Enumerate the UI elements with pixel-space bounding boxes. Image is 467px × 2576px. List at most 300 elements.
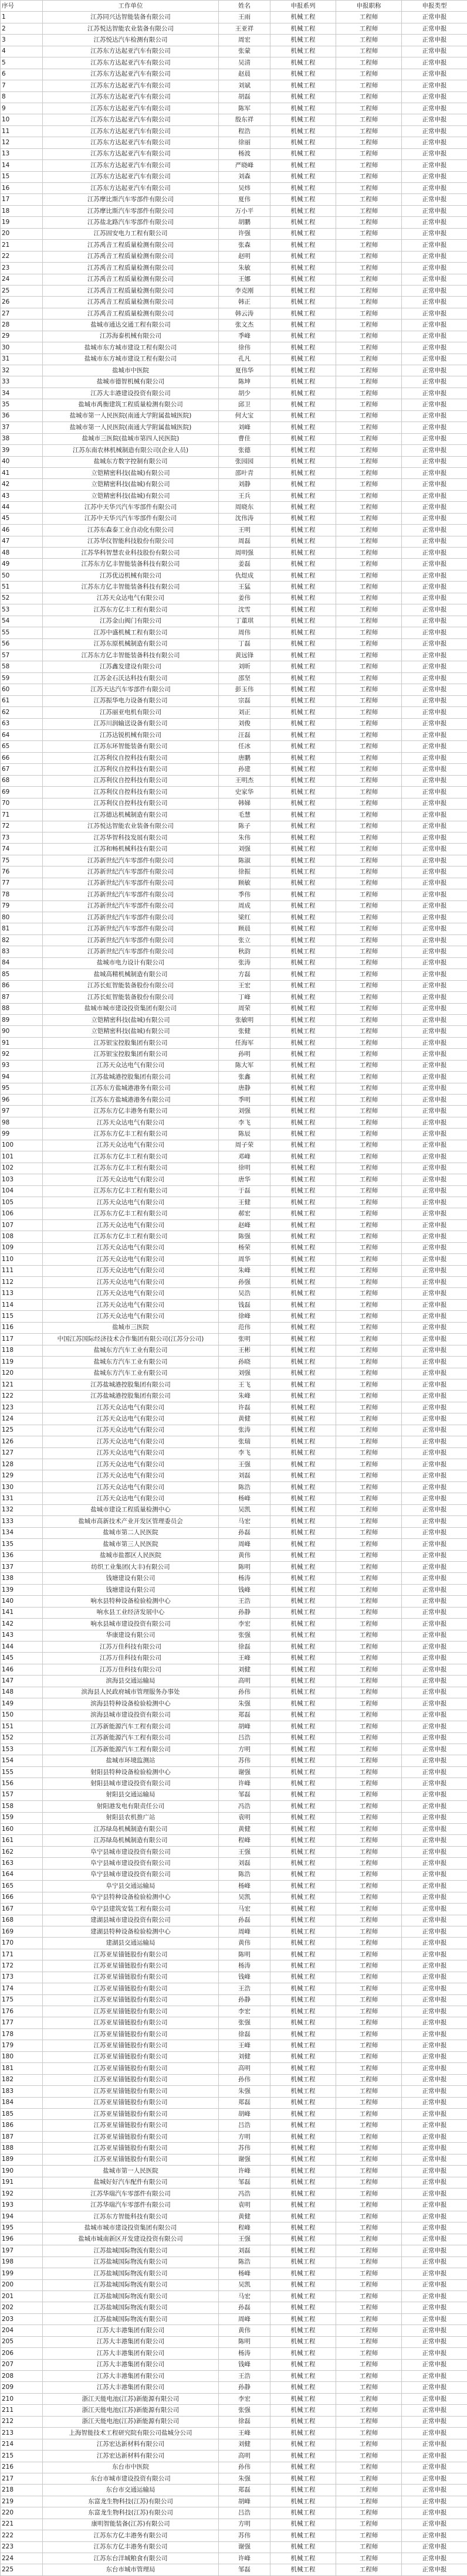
cell-company: 江苏天众达电气有限公司 bbox=[43, 1254, 219, 1265]
cell-company: 江苏东方亿丰智能装备科技有限公司 bbox=[43, 559, 219, 570]
cell-title: 工程师 bbox=[336, 1846, 402, 1857]
cell-series: 机械工程 bbox=[270, 1060, 336, 1071]
cell-series: 机械工程 bbox=[270, 1789, 336, 1800]
cell-name: 王雨 bbox=[219, 12, 270, 23]
cell-type: 正常申报 bbox=[402, 1242, 467, 1253]
table-row bbox=[1, 456, 467, 467]
cell-name: 朱峰 bbox=[219, 1391, 270, 1402]
cell-name: 袁明 bbox=[219, 1812, 270, 1823]
cell-company: 江苏东方亿丰工程有限公司 bbox=[43, 1129, 219, 1140]
column-header-series: 申报系列 bbox=[270, 1, 336, 12]
cell-series: 机械工程 bbox=[270, 2405, 336, 2416]
cell-number: 128 bbox=[1, 1459, 43, 1470]
cell-title: 工程师 bbox=[336, 490, 402, 501]
cell-type: 正常申报 bbox=[402, 798, 467, 809]
cell-number: 52 bbox=[1, 593, 43, 604]
cell-number: 108 bbox=[1, 1231, 43, 1242]
table-row bbox=[1, 1561, 467, 1572]
cell-company: 江苏万佳科技有限公司 bbox=[43, 1642, 219, 1653]
cell-company: 江苏东方达起亚汽车有限公司 bbox=[43, 69, 219, 80]
cell-type: 正常申报 bbox=[402, 1163, 467, 1174]
cell-type: 正常申报 bbox=[402, 1197, 467, 1208]
cell-series: 机械工程 bbox=[270, 1504, 336, 1515]
table-row bbox=[1, 183, 467, 194]
cell-series: 机械工程 bbox=[270, 2188, 336, 2200]
cell-number: 5 bbox=[1, 57, 43, 69]
cell-series: 机械工程 bbox=[270, 1607, 336, 1618]
cell-name: 孙伟 bbox=[219, 2074, 270, 2085]
table-row bbox=[1, 2564, 467, 2575]
cell-type: 正常申报 bbox=[402, 399, 467, 410]
cell-name: 吕浩 bbox=[219, 1732, 270, 1744]
cell-number: 137 bbox=[1, 1561, 43, 1572]
cell-series: 机械工程 bbox=[270, 1619, 336, 1630]
cell-type: 正常申报 bbox=[402, 1447, 467, 1459]
cell-type: 正常申报 bbox=[402, 1994, 467, 2006]
cell-company: 江苏丽亚电机有限公司 bbox=[43, 707, 219, 718]
cell-company: 盐城市城南新区开发建设投资有限公司 bbox=[43, 2234, 219, 2245]
cell-company: 江苏亚星锚链股份有限公司 bbox=[43, 2063, 219, 2074]
cell-number: 99 bbox=[1, 1129, 43, 1140]
cell-title: 工程师 bbox=[336, 650, 402, 661]
cell-number: 127 bbox=[1, 1447, 43, 1459]
cell-name: 孙伟 bbox=[219, 2462, 270, 2473]
cell-title: 工程师 bbox=[336, 616, 402, 627]
cell-name: 马宏 bbox=[219, 1516, 270, 1527]
cell-type: 正常申报 bbox=[402, 593, 467, 604]
cell-series: 机械工程 bbox=[270, 1550, 336, 1561]
cell-number: 101 bbox=[1, 1151, 43, 1163]
cell-number: 156 bbox=[1, 1778, 43, 1789]
cell-number: 187 bbox=[1, 2131, 43, 2142]
cell-company: 江苏盐城港控股集团有限公司 bbox=[43, 1391, 219, 1402]
cell-name: 宗磊 bbox=[219, 695, 270, 706]
cell-title: 工程师 bbox=[336, 2473, 402, 2484]
cell-name: 杨峰 bbox=[219, 1881, 270, 1892]
cell-number: 48 bbox=[1, 548, 43, 559]
cell-type: 正常申报 bbox=[402, 354, 467, 365]
table-row bbox=[1, 2393, 467, 2404]
cell-series: 机械工程 bbox=[270, 103, 336, 114]
table-row bbox=[1, 1106, 467, 1117]
cell-type: 正常申报 bbox=[402, 2222, 467, 2234]
table-row bbox=[1, 1185, 467, 1197]
cell-series: 机械工程 bbox=[270, 263, 336, 274]
cell-number: 179 bbox=[1, 2040, 43, 2051]
cell-company: 康明智能装备(江苏)有限公司 bbox=[43, 2519, 219, 2530]
cell-number: 178 bbox=[1, 2028, 43, 2040]
cell-number: 148 bbox=[1, 1687, 43, 1698]
cell-company: 江苏华仪智能科技股份有限公司 bbox=[43, 536, 219, 547]
table-row bbox=[1, 1858, 467, 1869]
cell-type: 正常申报 bbox=[402, 900, 467, 912]
cell-name: 孙静 bbox=[219, 1607, 270, 1618]
cell-type: 正常申报 bbox=[402, 946, 467, 957]
cell-company: 江苏大丰港集团有限公司 bbox=[43, 2348, 219, 2359]
cell-number: 77 bbox=[1, 878, 43, 889]
cell-title: 工程师 bbox=[336, 1151, 402, 1163]
cell-type: 正常申报 bbox=[402, 1470, 467, 1481]
cell-series: 机械工程 bbox=[270, 2451, 336, 2462]
cell-number: 73 bbox=[1, 832, 43, 843]
cell-type: 正常申报 bbox=[402, 285, 467, 296]
cell-title: 工程师 bbox=[336, 1561, 402, 1572]
table-row bbox=[1, 1003, 467, 1014]
table-row bbox=[1, 1801, 467, 1812]
cell-number: 161 bbox=[1, 1835, 43, 1846]
cell-type: 正常申报 bbox=[402, 2074, 467, 2085]
cell-title: 工程师 bbox=[336, 2143, 402, 2154]
cell-title: 工程师 bbox=[336, 1698, 402, 1710]
cell-type: 正常申报 bbox=[402, 1391, 467, 1402]
table-row bbox=[1, 365, 467, 376]
cell-number: 17 bbox=[1, 194, 43, 205]
table-row bbox=[1, 1368, 467, 1379]
table-row bbox=[1, 1573, 467, 1584]
cell-title: 工程师 bbox=[336, 752, 402, 763]
cell-title: 工程师 bbox=[336, 1368, 402, 1379]
cell-name: 邹磊 bbox=[219, 2564, 270, 2575]
cell-title: 工程师 bbox=[336, 263, 402, 274]
cell-number: 136 bbox=[1, 1550, 43, 1561]
cell-number: 109 bbox=[1, 1242, 43, 1253]
cell-name: 谢强 bbox=[219, 1766, 270, 1778]
cell-number: 167 bbox=[1, 1904, 43, 1915]
cell-company: 江苏利仪自控科技有限公司 bbox=[43, 787, 219, 798]
cell-title: 工程师 bbox=[336, 2154, 402, 2165]
cell-company: 响水县特种设备检验检测中心 bbox=[43, 1596, 219, 1607]
cell-type: 正常申报 bbox=[402, 2279, 467, 2290]
cell-series: 机械工程 bbox=[270, 2086, 336, 2097]
cell-number: 173 bbox=[1, 1972, 43, 1983]
cell-title: 工程师 bbox=[336, 23, 402, 34]
cell-company: 射阳县农机推广站 bbox=[43, 1812, 219, 1823]
cell-number: 160 bbox=[1, 1824, 43, 1835]
cell-name: 殷东祥 bbox=[219, 114, 270, 125]
cell-number: 151 bbox=[1, 1721, 43, 1732]
cell-title: 工程师 bbox=[336, 525, 402, 536]
cell-name: 张强 bbox=[219, 2405, 270, 2416]
cell-series: 机械工程 bbox=[270, 1858, 336, 1869]
table-row bbox=[1, 1584, 467, 1595]
cell-name: 黄健 bbox=[219, 1824, 270, 1835]
cell-type: 正常申报 bbox=[402, 1014, 467, 1025]
cell-type: 正常申报 bbox=[402, 889, 467, 900]
cell-company: 江苏天众达电气有限公司 bbox=[43, 1174, 219, 1185]
cell-title: 工程师 bbox=[336, 582, 402, 593]
cell-type: 正常申报 bbox=[402, 490, 467, 501]
cell-company: 阜宁县建筑安装工程有限公司 bbox=[43, 1904, 219, 1915]
cell-title: 工程师 bbox=[336, 1858, 402, 1869]
cell-title: 工程师 bbox=[336, 604, 402, 616]
cell-name: 刘森 bbox=[219, 171, 270, 182]
cell-type: 正常申报 bbox=[402, 1208, 467, 1219]
cell-title: 工程师 bbox=[336, 445, 402, 456]
table-row bbox=[1, 1755, 467, 1766]
table-row bbox=[1, 1676, 467, 1687]
cell-title: 工程师 bbox=[336, 2177, 402, 2188]
cell-company: 江苏新世纪汽车零部件有限公司 bbox=[43, 878, 219, 889]
cell-company: 江苏亚星锚链股份有限公司 bbox=[43, 2040, 219, 2051]
table-row bbox=[1, 1926, 467, 1937]
cell-company: 江苏银宝控股集团有限公司 bbox=[43, 1037, 219, 1048]
cell-title: 工程师 bbox=[336, 354, 402, 365]
cell-company: 江苏银宝控股集团有限公司 bbox=[43, 1049, 219, 1060]
table-row bbox=[1, 1812, 467, 1823]
cell-name: 杨涛 bbox=[219, 1573, 270, 1584]
cell-series: 机械工程 bbox=[270, 422, 336, 433]
cell-company: 江苏新世纪汽车零部件有限公司 bbox=[43, 866, 219, 878]
cell-company: 江苏长虹智能装备股份有限公司 bbox=[43, 980, 219, 991]
cell-title: 工程师 bbox=[336, 433, 402, 444]
table-row bbox=[1, 422, 467, 433]
table-row bbox=[1, 1322, 467, 1333]
cell-title: 工程师 bbox=[336, 1174, 402, 1185]
cell-type: 正常申报 bbox=[402, 2268, 467, 2279]
cell-name: 孙磊 bbox=[219, 1915, 270, 1926]
cell-company: 钱塘建设有限公司 bbox=[43, 1584, 219, 1595]
cell-title: 工程师 bbox=[336, 2245, 402, 2256]
table-row bbox=[1, 2074, 467, 2085]
cell-type: 正常申报 bbox=[402, 1983, 467, 1994]
cell-company: 江苏盐北路汽车零部件有限公司 bbox=[43, 217, 219, 228]
cell-title: 工程师 bbox=[336, 1037, 402, 1048]
cell-series: 机械工程 bbox=[270, 205, 336, 216]
cell-name: 夏伟 bbox=[219, 194, 270, 205]
cell-series: 机械工程 bbox=[270, 570, 336, 581]
table-row bbox=[1, 479, 467, 490]
cell-name: 黄伟 bbox=[219, 1938, 270, 1949]
cell-title: 工程师 bbox=[336, 695, 402, 706]
cell-title: 工程师 bbox=[336, 1584, 402, 1595]
cell-company: 江苏天众达电气有限公司 bbox=[43, 1242, 219, 1253]
cell-type: 正常申报 bbox=[402, 1539, 467, 1550]
cell-title: 工程师 bbox=[336, 1960, 402, 1972]
cell-number: 122 bbox=[1, 1391, 43, 1402]
cell-series: 机械工程 bbox=[270, 1744, 336, 1755]
cell-name: 张涛 bbox=[219, 957, 270, 968]
cell-title: 工程师 bbox=[336, 775, 402, 786]
cell-company: 射阳县交通运输局 bbox=[43, 1789, 219, 1800]
cell-company: 江苏东方达起亚汽车有限公司 bbox=[43, 57, 219, 69]
cell-type: 正常申报 bbox=[402, 2541, 467, 2553]
cell-type: 正常申报 bbox=[402, 2051, 467, 2062]
cell-series: 机械工程 bbox=[270, 1436, 336, 1447]
cell-type: 正常申报 bbox=[402, 2473, 467, 2484]
cell-type: 正常申报 bbox=[402, 479, 467, 490]
cell-series: 机械工程 bbox=[270, 2097, 336, 2108]
cell-series: 机械工程 bbox=[270, 467, 336, 478]
cell-company: 响水县工业经济发展中心 bbox=[43, 1607, 219, 1618]
cell-company: 射阳县城市建设投资有限公司 bbox=[43, 1778, 219, 1789]
cell-number: 213 bbox=[1, 2428, 43, 2439]
cell-type: 正常申报 bbox=[402, 764, 467, 775]
cell-number: 51 bbox=[1, 582, 43, 593]
cell-company: 江苏亚星锚链股份有限公司 bbox=[43, 2143, 219, 2154]
table-row bbox=[1, 2359, 467, 2370]
table-row bbox=[1, 1778, 467, 1789]
cell-title: 工程师 bbox=[336, 240, 402, 251]
cell-type: 正常申报 bbox=[402, 2416, 467, 2427]
cell-series: 机械工程 bbox=[270, 957, 336, 968]
table-row bbox=[1, 661, 467, 672]
cell-type: 正常申报 bbox=[402, 331, 467, 342]
cell-number: 154 bbox=[1, 1755, 43, 1766]
cell-series: 机械工程 bbox=[270, 171, 336, 182]
cell-company: 江苏天众达电气有限公司 bbox=[43, 1311, 219, 1322]
cell-company: 江苏盐城国际物流有限公司 bbox=[43, 2279, 219, 2290]
cell-company: 江苏金石沃达科技有限公司 bbox=[43, 672, 219, 684]
cell-company: 盐城东方汽车工业有限公司 bbox=[43, 1368, 219, 1379]
cell-title: 工程师 bbox=[336, 1539, 402, 1550]
cell-series: 机械工程 bbox=[270, 2541, 336, 2553]
cell-type: 正常申报 bbox=[402, 2439, 467, 2450]
table-row bbox=[1, 593, 467, 604]
cell-series: 机械工程 bbox=[270, 2051, 336, 2062]
cell-title: 工程师 bbox=[336, 2553, 402, 2564]
cell-series: 机械工程 bbox=[270, 1904, 336, 1915]
cell-name: 张强 bbox=[219, 2017, 270, 2028]
table-row bbox=[1, 2040, 467, 2051]
table-row bbox=[1, 2200, 467, 2211]
cell-series: 机械工程 bbox=[270, 2325, 336, 2336]
cell-name: 刘静 bbox=[219, 479, 270, 490]
cell-type: 正常申报 bbox=[402, 1493, 467, 1504]
table-row bbox=[1, 718, 467, 729]
table-row bbox=[1, 1824, 467, 1835]
cell-company: 江苏摩比斯汽车零部件有限公司 bbox=[43, 194, 219, 205]
cell-type: 正常申报 bbox=[402, 1368, 467, 1379]
cell-type: 正常申报 bbox=[402, 2200, 467, 2211]
cell-title: 工程师 bbox=[336, 2040, 402, 2051]
cell-name: 刘磊 bbox=[219, 2245, 270, 2256]
cell-name: 陈辰 bbox=[219, 1129, 270, 1140]
cell-series: 机械工程 bbox=[270, 707, 336, 718]
cell-series: 机械工程 bbox=[270, 1824, 336, 1835]
cell-number: 1 bbox=[1, 12, 43, 23]
cell-name: 周明强 bbox=[219, 548, 270, 559]
table-row bbox=[1, 69, 467, 80]
cell-name: 陈大军 bbox=[219, 1060, 270, 1071]
cell-name: 方磊 bbox=[219, 969, 270, 980]
cell-name: 郝宏 bbox=[219, 1208, 270, 1219]
table-row bbox=[1, 1732, 467, 1744]
cell-title: 工程师 bbox=[336, 2371, 402, 2382]
table-row bbox=[1, 548, 467, 559]
cell-title: 工程师 bbox=[336, 1277, 402, 1288]
cell-number: 153 bbox=[1, 1744, 43, 1755]
cell-series: 机械工程 bbox=[270, 228, 336, 239]
cell-title: 工程师 bbox=[336, 1265, 402, 1276]
cell-series: 机械工程 bbox=[270, 923, 336, 934]
cell-number: 19 bbox=[1, 217, 43, 228]
cell-series: 机械工程 bbox=[270, 1642, 336, 1653]
table-row bbox=[1, 1994, 467, 2006]
cell-company: 江苏天众达电气有限公司 bbox=[43, 1459, 219, 1470]
cell-number: 113 bbox=[1, 1288, 43, 1299]
cell-type: 正常申报 bbox=[402, 422, 467, 433]
cell-title: 工程师 bbox=[336, 900, 402, 912]
cell-series: 机械工程 bbox=[270, 855, 336, 866]
cell-number: 218 bbox=[1, 2485, 43, 2496]
cell-company: 东富龙生物科技(江苏)有限公司 bbox=[43, 2496, 219, 2507]
table-row bbox=[1, 1938, 467, 1949]
cell-title: 工程师 bbox=[336, 1664, 402, 1675]
cell-type: 正常申报 bbox=[402, 1676, 467, 1687]
cell-company: 东富龙生物科技(江苏)有限公司 bbox=[43, 2507, 219, 2519]
table-row bbox=[1, 1242, 467, 1253]
cell-title: 工程师 bbox=[336, 1653, 402, 1664]
cell-company: 江苏华瑞汽车零部件有限公司 bbox=[43, 2188, 219, 2200]
cell-title: 工程师 bbox=[336, 1926, 402, 1937]
cell-title: 工程师 bbox=[336, 2485, 402, 2496]
cell-series: 机械工程 bbox=[270, 1516, 336, 1527]
cell-name: 史家华 bbox=[219, 787, 270, 798]
cell-name: 曹佳 bbox=[219, 433, 270, 444]
table-header-row bbox=[1, 1, 467, 12]
cell-company: 江苏东方盐城港港务有限公司 bbox=[43, 1083, 219, 1094]
cell-company: 江苏大丰港建设投资有限公司 bbox=[43, 388, 219, 399]
cell-name: 杨荣 bbox=[219, 1242, 270, 1253]
cell-name: 王强 bbox=[219, 1459, 270, 1470]
cell-title: 工程师 bbox=[336, 2120, 402, 2131]
cell-company: 江苏宏达新材料有限公司 bbox=[43, 2439, 219, 2450]
cell-company: 盐城市第三人民医院 bbox=[43, 1539, 219, 1550]
table-row bbox=[1, 502, 467, 513]
cell-type: 正常申报 bbox=[402, 2393, 467, 2404]
cell-number: 87 bbox=[1, 992, 43, 1003]
cell-type: 正常申报 bbox=[402, 1835, 467, 1846]
table-row bbox=[1, 1960, 467, 1972]
cell-title: 工程师 bbox=[336, 217, 402, 228]
cell-company: 江苏华科智慧农业科技股份有限公司 bbox=[43, 548, 219, 559]
cell-type: 正常申报 bbox=[402, 2143, 467, 2154]
cell-title: 工程师 bbox=[336, 12, 402, 23]
cell-name: 周成 bbox=[219, 900, 270, 912]
cell-title: 工程师 bbox=[336, 1904, 402, 1915]
cell-type: 正常申报 bbox=[402, 376, 467, 388]
cell-type: 正常申报 bbox=[402, 2188, 467, 2200]
cell-name: 苏伟 bbox=[219, 1755, 270, 1766]
cell-name: 朱伟 bbox=[219, 832, 270, 843]
cell-title: 工程师 bbox=[336, 422, 402, 433]
cell-name: 陈明 bbox=[219, 1561, 270, 1572]
cell-number: 94 bbox=[1, 1072, 43, 1083]
cell-series: 机械工程 bbox=[270, 1812, 336, 1823]
cell-series: 机械工程 bbox=[270, 2211, 336, 2222]
cell-series: 机械工程 bbox=[270, 1049, 336, 1060]
table-row bbox=[1, 2006, 467, 2017]
applicant-table-body bbox=[1, 1, 467, 2576]
cell-title: 工程师 bbox=[336, 1106, 402, 1117]
cell-company: 滨海县特种设备检验检测中心 bbox=[43, 1698, 219, 1710]
cell-number: 9 bbox=[1, 103, 43, 114]
cell-name: 方明 bbox=[219, 2131, 270, 2142]
cell-company: 江苏长虹智能装备股份有限公司 bbox=[43, 992, 219, 1003]
cell-type: 正常申报 bbox=[402, 1095, 467, 1106]
cell-name: 吴凯 bbox=[219, 1892, 270, 1903]
cell-series: 机械工程 bbox=[270, 1539, 336, 1550]
cell-type: 正常申报 bbox=[402, 638, 467, 650]
table-row bbox=[1, 1151, 467, 1163]
cell-number: 193 bbox=[1, 2200, 43, 2211]
cell-name: 冯浩 bbox=[219, 1801, 270, 1812]
cell-type: 正常申报 bbox=[402, 1527, 467, 1538]
table-row bbox=[1, 707, 467, 718]
cell-company: 江苏大丰港集团有限公司 bbox=[43, 2371, 219, 2382]
cell-number: 96 bbox=[1, 1095, 43, 1106]
cell-title: 工程师 bbox=[336, 1766, 402, 1778]
